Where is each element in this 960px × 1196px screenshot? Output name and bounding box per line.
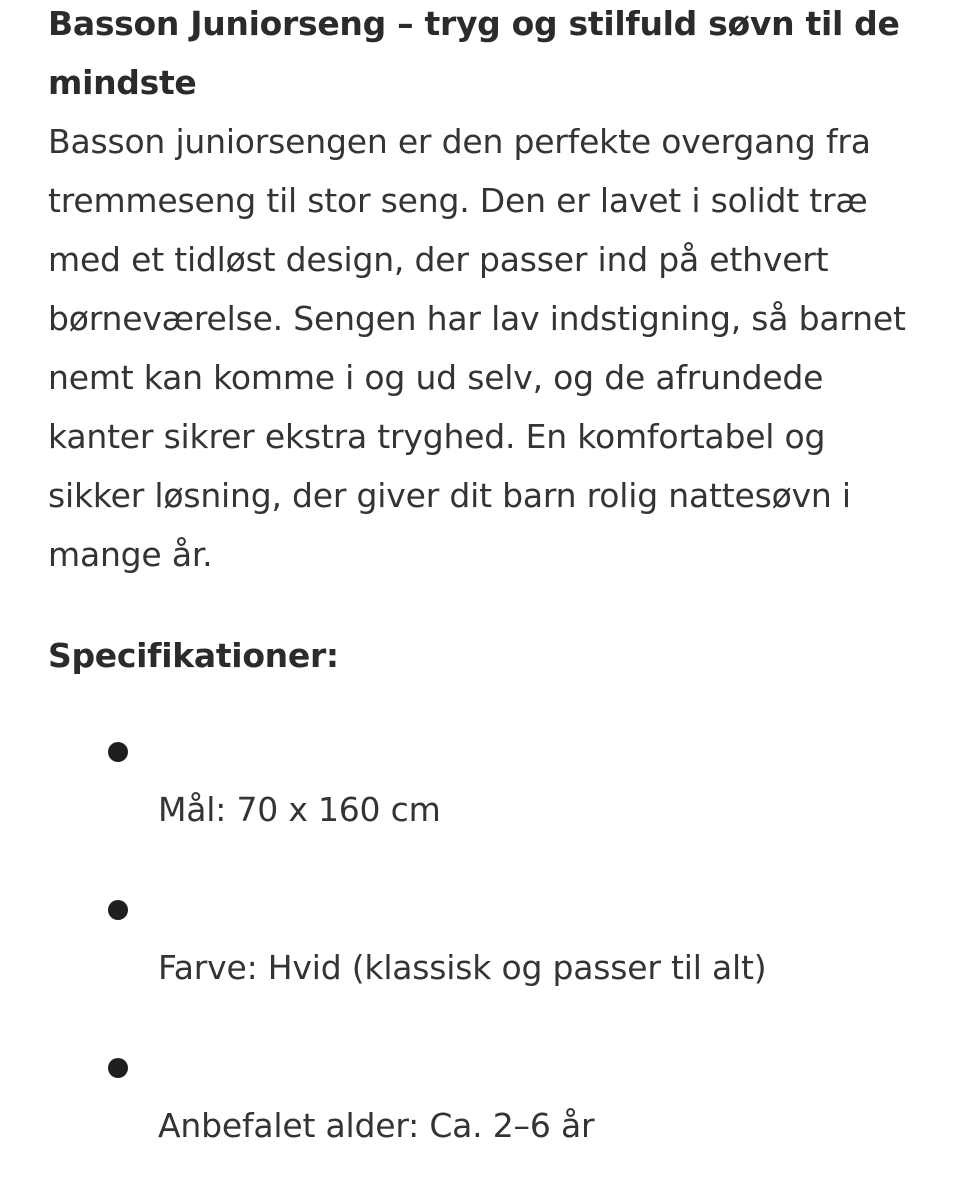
- product-description: Basson juniorsengen er den perfekte overgang fra tremmeseng til stor seng. Den er lavet i solidt træ med et tidløst design, der passer ind på ethvert børneværelse. Sengen har lav indstigning, så barnet nemt kan komme i og ud selv, og de afrundede kanter sikrer ekstra tryghed. En komfortabel og sikker løsning, der giver dit barn rolig nattesøvn i mange år.: [48, 122, 906, 574]
- list-item: [48, 1038, 928, 1196]
- bullet-icon: [108, 742, 128, 762]
- bullet-icon: [108, 900, 128, 920]
- specifications-list: [48, 722, 928, 1196]
- spec-dimensions: Mål: 70 x 160 cm: [158, 790, 441, 829]
- spec-color: Farve: Hvid (klassisk og passer til alt): [158, 948, 767, 987]
- product-title: Basson Juniorseng – tryg og stilfuld søvn til de mindste: [48, 4, 900, 102]
- spec-age: Anbefalet alder: Ca. 2–6 år: [158, 1106, 595, 1145]
- bullet-icon: [108, 1058, 128, 1078]
- list-item: [48, 880, 928, 1038]
- specifications-heading: Specifikationer:: [48, 636, 339, 675]
- list-item: [48, 722, 928, 880]
- product-description-content: [48, 0, 928, 675]
